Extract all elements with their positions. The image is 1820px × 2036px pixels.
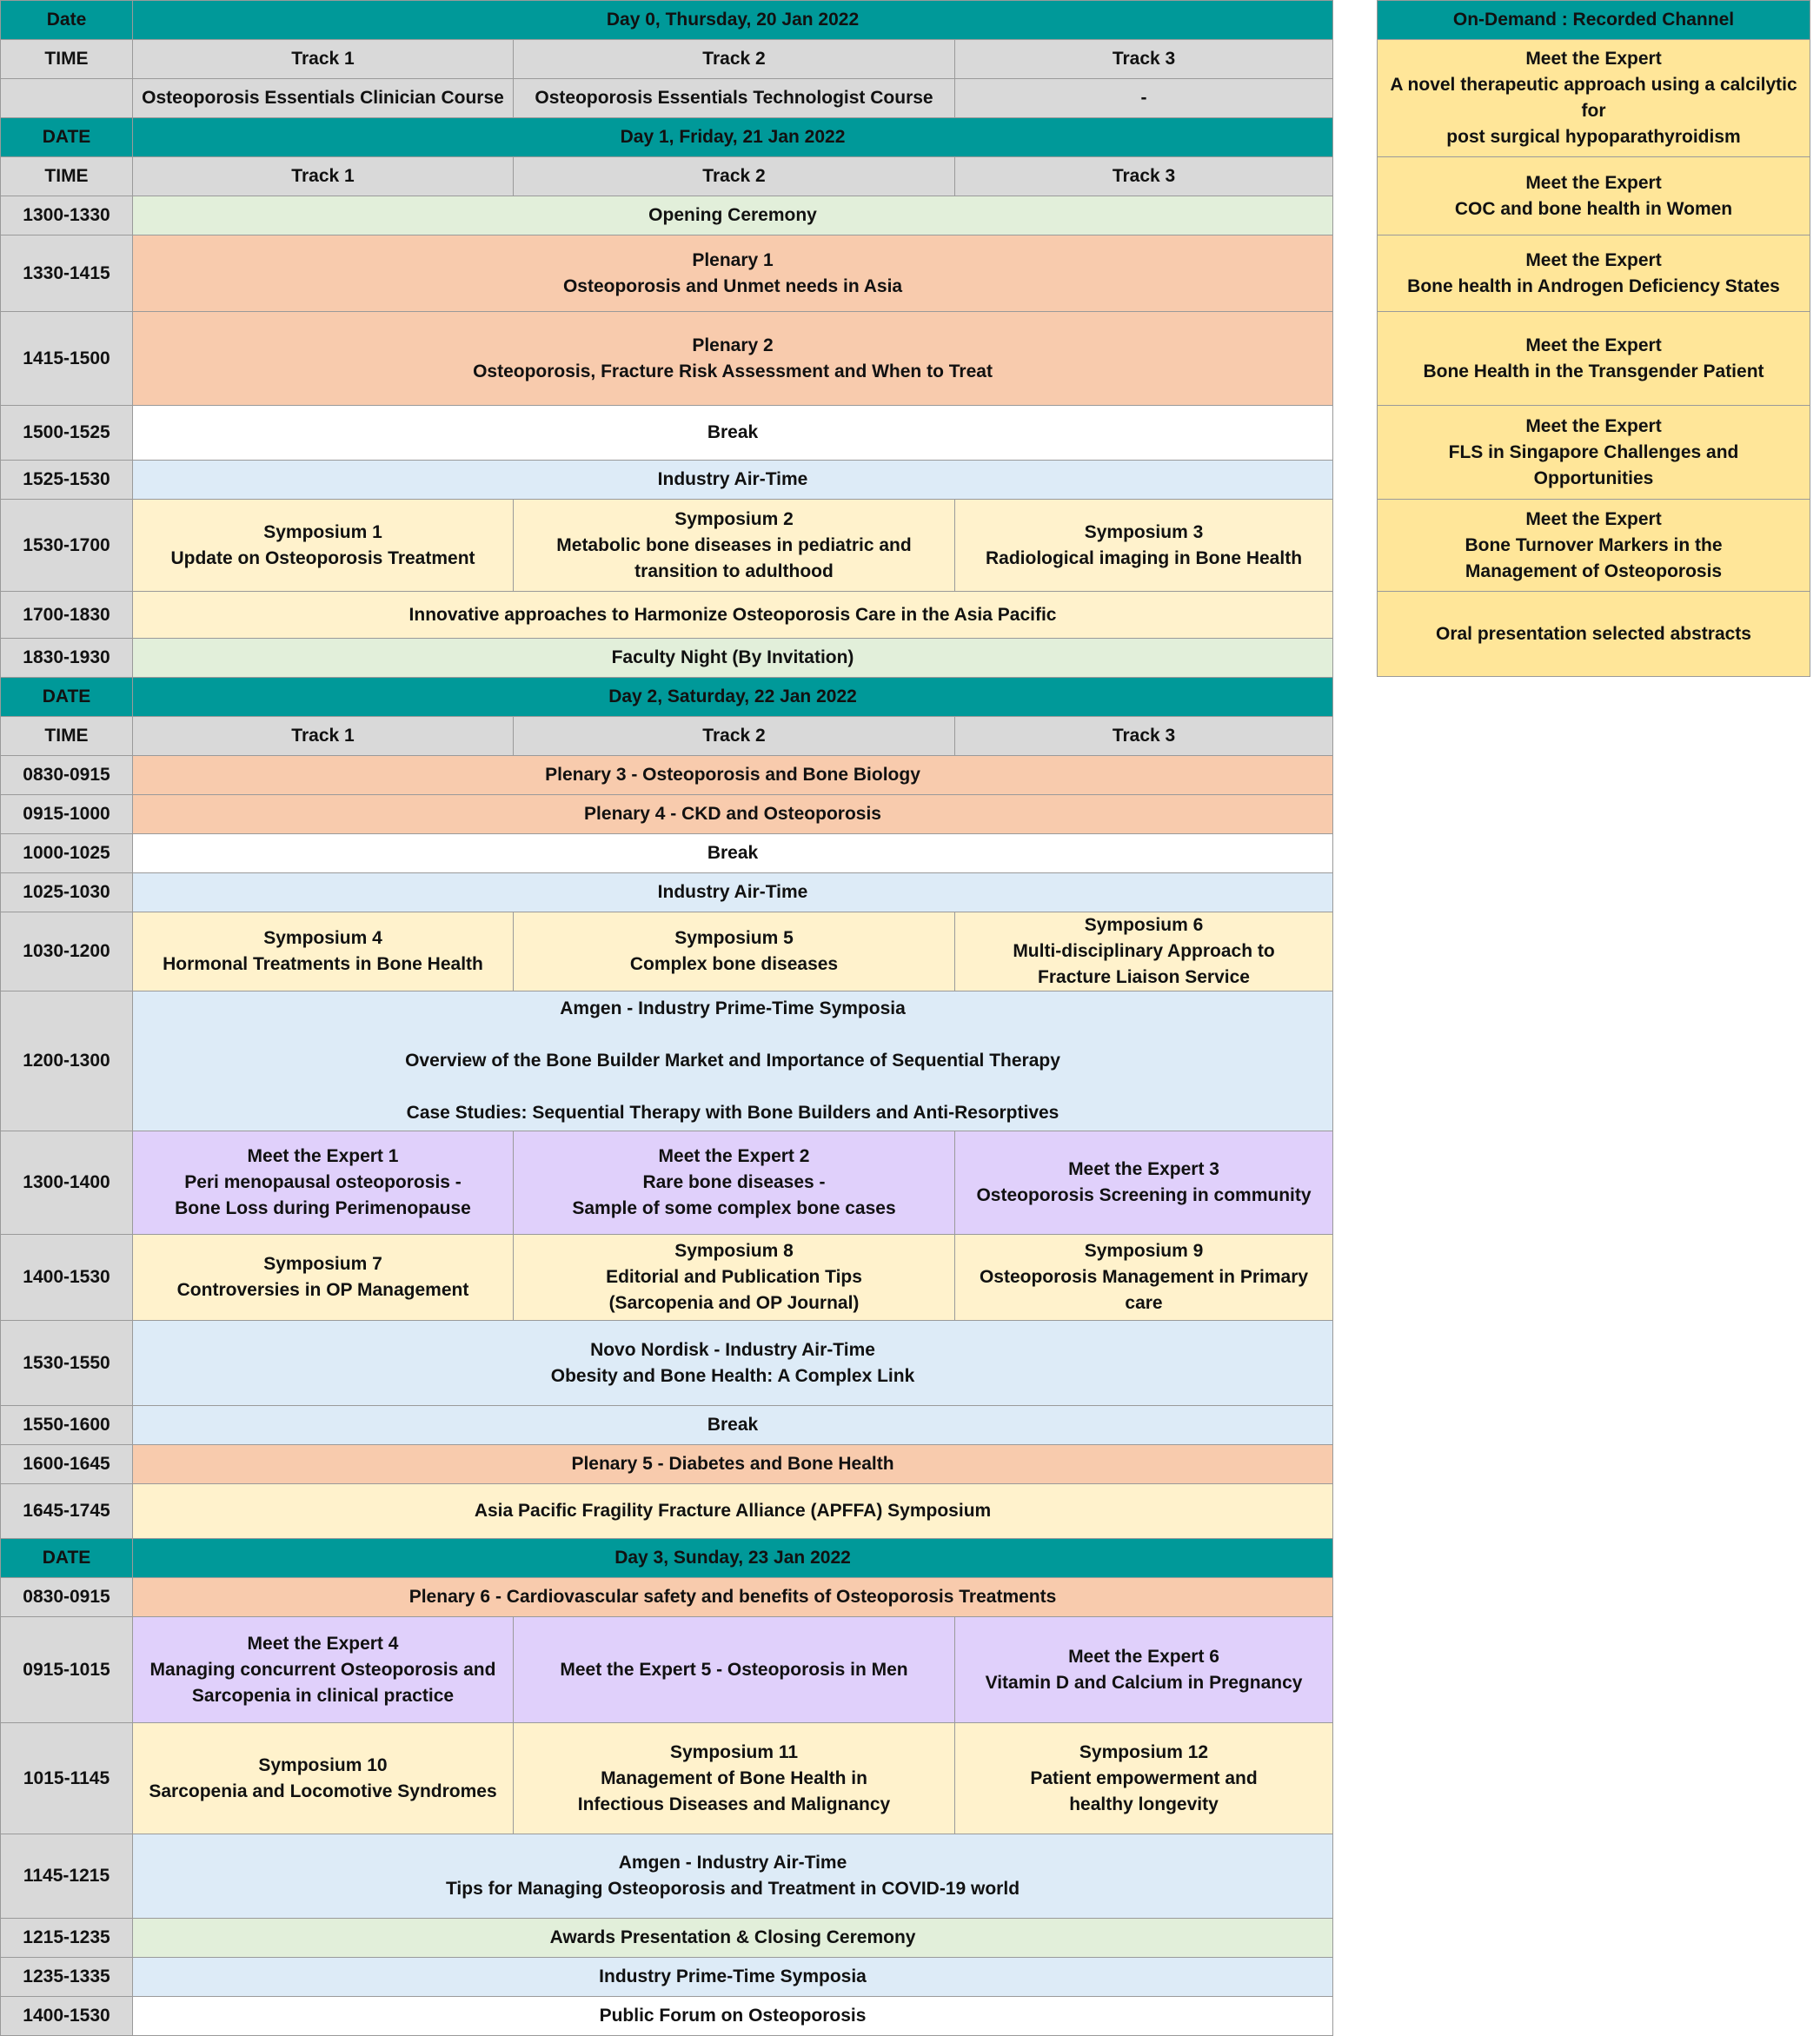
session-cell: Symposium 4 Hormonal Treatments in Bone Health [133,912,514,991]
session-cell: Plenary 1 Osteoporosis and Unmet needs in Asia [133,235,1333,312]
session-cell: Plenary 3 - Osteoporosis and Bone Biology [133,756,1333,795]
time-cell: 1400-1530 [1,1235,133,1321]
schedule-row [1,1834,1333,1919]
ondemand-row [1378,40,1810,157]
ondemand-row [1378,500,1810,592]
time-cell: 1500-1525 [1,406,133,461]
session-cell: Innovative approaches to Harmonize Osteoporosis Care in the Asia Pacific [133,592,1333,639]
schedule-row [1,1578,1333,1617]
session-cell: Industry Prime-Time Symposia [133,1958,1333,1997]
session-cell: Meet the Expert 5 - Osteoporosis in Men [514,1617,955,1723]
session-cell: Plenary 2 Osteoporosis, Fracture Risk Assessment and When to Treat [133,312,1333,406]
time-cell: 1330-1415 [1,235,133,312]
schedule-row [1,1235,1333,1321]
session-cell: Symposium 8 Editorial and Publication Tips (Sarcopenia and OP Journal) [514,1235,955,1321]
date-label: Date [1,1,133,40]
session-cell: Symposium 11 Management of Bone Health in Infectious Diseases and Malignancy [514,1723,955,1834]
session-cell: Plenary 5 - Diabetes and Bone Health [133,1445,1333,1484]
session-cell: Break [133,834,1333,873]
ondemand-row [1378,312,1810,406]
session-cell: Novo Nordisk - Industry Air-Time Obesity and Bone Health: A Complex Link [133,1321,1333,1406]
time-cell: 1300-1400 [1,1131,133,1235]
ondemand-row [1378,157,1810,235]
track-label: Track 2 [514,717,955,756]
track-header-row [1,157,1333,196]
time-cell: 1300-1330 [1,196,133,235]
time-label: TIME [1,157,133,196]
track-header-row [1,40,1333,79]
session-cell: Meet the Expert 3 Osteoporosis Screening in community [955,1131,1333,1235]
session-cell: Plenary 4 - CKD and Osteoporosis [133,795,1333,834]
schedule-row [1,1723,1333,1834]
schedule-row [1,639,1333,678]
track-label: Track 2 [514,40,955,79]
session-cell: Break [133,406,1333,461]
session-cell: Amgen - Industry Prime-Time Symposia Overview of the Bone Builder Market and Importance of Sequential Therapy Case Studies: Sequential Therapy with Bone Builders and Anti-Resorptives [133,991,1333,1131]
time-cell: 1700-1830 [1,592,133,639]
schedule-row [1,406,1333,461]
time-cell: 0830-0915 [1,756,133,795]
session-cell: Industry Air-Time [133,461,1333,500]
session-cell: Meet the Expert 6 Vitamin D and Calcium in Pregnancy [955,1617,1333,1723]
ondemand-item: Meet the Expert A novel therapeutic approach using a calcilytic for post surgical hypoparathyroidism [1378,40,1810,157]
track-label: Track 2 [514,157,955,196]
day0-header-row [1,1,1333,40]
session-cell: Awards Presentation & Closing Ceremony [133,1919,1333,1958]
schedule-row [1,461,1333,500]
time-cell: 1530-1550 [1,1321,133,1406]
schedule-row [1,235,1333,312]
date-label: DATE [1,118,133,157]
track-label: Track 3 [955,157,1333,196]
time-cell: 1400-1530 [1,1997,133,2036]
day-title: Day 2, Saturday, 22 Jan 2022 [133,678,1333,717]
session-cell: Osteoporosis Essentials Clinician Course [133,79,514,118]
session-cell: Meet the Expert 1 Peri menopausal osteoporosis - Bone Loss during Perimenopause [133,1131,514,1235]
session-cell: Break [133,1406,1333,1445]
schedule-row [1,795,1333,834]
day2-header-row [1,678,1333,717]
track-label: Track 3 [955,40,1333,79]
schedule-row [1,1131,1333,1235]
day1-header-row [1,118,1333,157]
day3-header-row [1,1539,1333,1578]
ondemand-item: Meet the Expert Bone health in Androgen Deficiency States [1378,235,1810,312]
ondemand-row [1378,406,1810,500]
time-cell: 1830-1930 [1,639,133,678]
time-cell: 1645-1745 [1,1484,133,1539]
time-cell: 1235-1335 [1,1958,133,1997]
time-label: TIME [1,40,133,79]
schedule-row [1,756,1333,795]
schedule-row [1,1997,1333,2036]
ondemand-item: Meet the Expert FLS in Singapore Challenges and Opportunities [1378,406,1810,500]
schedule-row [1,592,1333,639]
session-cell: Symposium 6 Multi-disciplinary Approach to Fracture Liaison Service [955,912,1333,991]
schedule-row [1,834,1333,873]
schedule-row [1,1484,1333,1539]
time-cell: 1015-1145 [1,1723,133,1834]
schedule-row [1,1617,1333,1723]
session-cell: Plenary 6 - Cardiovascular safety and benefits of Osteoporosis Treatments [133,1578,1333,1617]
time-cell: 1525-1530 [1,461,133,500]
schedule-row [1,1919,1333,1958]
session-cell: Symposium 12 Patient empowerment and healthy longevity [955,1723,1333,1834]
schedule-row [1,500,1333,592]
session-cell: Meet the Expert 2 Rare bone diseases - Sample of some complex bone cases [514,1131,955,1235]
time-cell: 1600-1645 [1,1445,133,1484]
ondemand-table [1377,0,1810,677]
schedule-row [1,1406,1333,1445]
session-cell: Symposium 7 Controversies in OP Management [133,1235,514,1321]
time-cell: 1145-1215 [1,1834,133,1919]
ondemand-row [1378,592,1810,677]
session-cell: Asia Pacific Fragility Fracture Alliance (APFFA) Symposium [133,1484,1333,1539]
time-cell: 1030-1200 [1,912,133,991]
time-cell: 1415-1500 [1,312,133,406]
session-cell: Symposium 10 Sarcopenia and Locomotive Syndromes [133,1723,514,1834]
schedule-row [1,1445,1333,1484]
course-row [1,79,1333,118]
time-cell: 1550-1600 [1,1406,133,1445]
track-label: Track 1 [133,717,514,756]
session-cell: Amgen - Industry Air-Time Tips for Managing Osteoporosis and Treatment in COVID-19 world [133,1834,1333,1919]
date-label: DATE [1,678,133,717]
schedule-row [1,1321,1333,1406]
time-label: TIME [1,717,133,756]
ondemand-item: Meet the Expert Bone Health in the Transgender Patient [1378,312,1810,406]
time-cell: 1530-1700 [1,500,133,592]
schedule-row [1,912,1333,991]
day-title: Day 1, Friday, 21 Jan 2022 [133,118,1333,157]
day-title: Day 0, Thursday, 20 Jan 2022 [133,1,1333,40]
schedule-row [1,196,1333,235]
track-header-row [1,717,1333,756]
time-cell: 0915-1015 [1,1617,133,1723]
time-cell: 0915-1000 [1,795,133,834]
ondemand-title: On-Demand : Recorded Channel [1378,1,1810,40]
time-cell: 1025-1030 [1,873,133,912]
session-cell: Osteoporosis Essentials Technologist Course [514,79,955,118]
time-cell [1,79,133,118]
schedule-row [1,873,1333,912]
session-cell: Opening Ceremony [133,196,1333,235]
track-label: Track 3 [955,717,1333,756]
ondemand-item: Oral presentation selected abstracts [1378,592,1810,677]
session-cell: Symposium 5 Complex bone diseases [514,912,955,991]
schedule-row [1,991,1333,1131]
session-cell: Public Forum on Osteoporosis [133,1997,1333,2036]
session-cell: Symposium 9 Osteoporosis Management in Primary care [955,1235,1333,1321]
ondemand-item: Meet the Expert COC and bone health in Women [1378,157,1810,235]
time-cell: 0830-0915 [1,1578,133,1617]
time-cell: 1215-1235 [1,1919,133,1958]
day-title: Day 3, Sunday, 23 Jan 2022 [133,1539,1333,1578]
session-cell: Industry Air-Time [133,873,1333,912]
session-cell: Meet the Expert 4 Managing concurrent Osteoporosis and Sarcopenia in clinical practice [133,1617,514,1723]
ondemand-item: Meet the Expert Bone Turnover Markers in the Management of Osteoporosis [1378,500,1810,592]
session-cell: Faculty Night (By Invitation) [133,639,1333,678]
time-cell: 1200-1300 [1,991,133,1131]
time-cell: 1000-1025 [1,834,133,873]
session-cell: Symposium 3 Radiological imaging in Bone Health [955,500,1333,592]
ondemand-header-row [1378,1,1810,40]
session-cell: - [955,79,1333,118]
date-label: DATE [1,1539,133,1578]
ondemand-row [1378,235,1810,312]
schedule-row [1,312,1333,406]
track-label: Track 1 [133,157,514,196]
session-cell: Symposium 1 Update on Osteoporosis Treatment [133,500,514,592]
session-cell: Symposium 2 Metabolic bone diseases in pediatric and transition to adulthood [514,500,955,592]
schedule-row [1,1958,1333,1997]
track-label: Track 1 [133,40,514,79]
